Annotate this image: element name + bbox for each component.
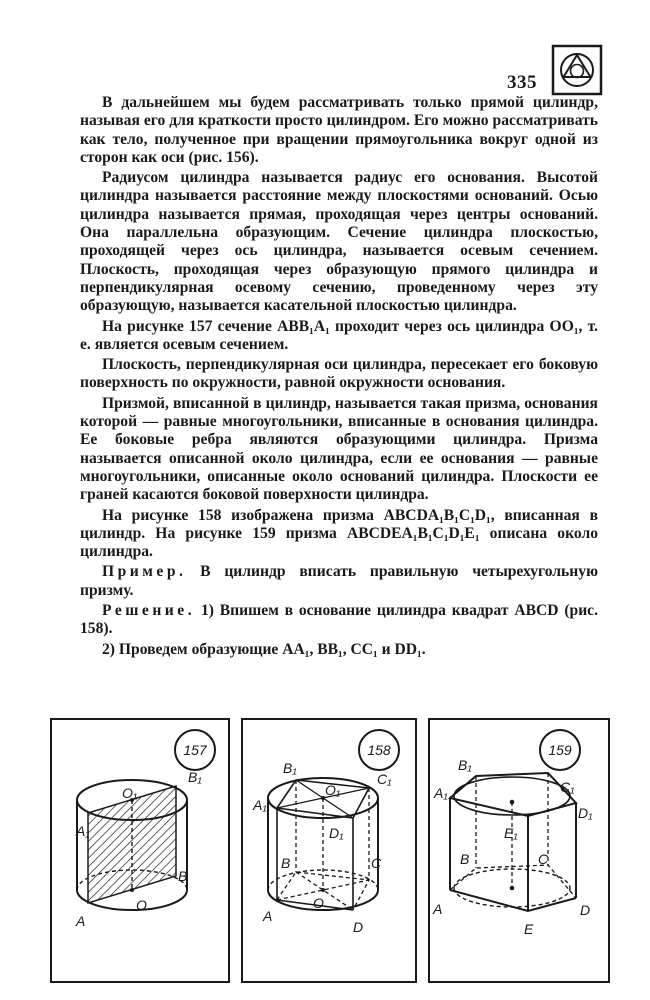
label-O1: O₁ (325, 782, 341, 798)
label-A: A (433, 901, 443, 917)
label-B1: B₁ (188, 769, 202, 785)
label-B1: B₁ (283, 760, 297, 776)
label-O: O (313, 895, 324, 911)
solution-label: Решение. (102, 602, 196, 620)
label-C1: C₁ (377, 771, 392, 787)
label-E1: E₁ (504, 825, 518, 841)
paragraph-fig158-159: На рисунке 158 изображена призма ABCDA₁B₁C₁D₁, вписанная в цилиндр. На рисунке 159 призма ABCDEA₁B₁C₁D₁E₁ описана около цилиндра. (80, 506, 598, 561)
label-B: B (178, 868, 188, 884)
paragraph-inscribed-prism: Призмой, вписанной в цилиндр, называется такая призма, основания которой — равные многоугольники, вписанные в основания цилиндра. Ее боковые ребра являются образующими цилиндра. Призма называется описанной около цилиндра, если ее основания — равные многоугольники, описанные около оснований цилиндра. Плоскости ее граней касаются боковой поверхности цилиндра. (80, 394, 598, 504)
label-A1: A₁ (76, 823, 90, 839)
figure-number: 159 (548, 742, 572, 758)
label-C: C (371, 855, 382, 871)
label-D1: D₁ (578, 805, 593, 821)
paragraph-fig157: На рисунке 157 сечение ABB₁A₁ проходит через ось цилиндра OO₁, т. е. является осевым сечением. (80, 317, 598, 353)
figure-159 (428, 718, 610, 983)
label-A: A (76, 913, 86, 929)
label-B1: B₁ (458, 757, 472, 773)
label-O1: O₁ (122, 785, 138, 801)
example-text: В цилиндр вписать правильную четырехугольную призму. (80, 563, 599, 599)
label-B: B (281, 855, 291, 871)
label-A1: A₁ (434, 785, 448, 801)
solution-step-2: 2) Проведем образующие AA₁, BB₁, CC₁ и DD₁. (102, 640, 426, 658)
paragraph-definitions: Радиусом цилиндра называется радиус его основания. Высотой цилиндра называется расстояние между плоскостями оснований. Осью цилиндра называется прямая, проходящая через центры оснований. Она параллельна образующим. Сечение цилиндра плоскостью, проходящей через ось цилиндра, называется осевым сечением. Плоскость, проходящая через образующую прямого цилиндра и перпендикулярная осевому сечению, проведенному через эту образующую, называется касательной плоскостью цилиндра. (80, 169, 598, 315)
paragraph-intro: В дальнейшем мы будем рассматривать только прямой цилиндр, называя его для краткости просто цилиндром. Его можно рассматривать как тело, полученное при вращении прямоугольника вокруг одной из сторон как оси (рис. 156). (80, 94, 598, 166)
figure-number: 157 (183, 742, 207, 758)
figure-157 (50, 718, 230, 983)
example-label: Пример. (102, 563, 187, 581)
label-A1: A₁ (253, 797, 267, 813)
label-B: B (460, 851, 470, 867)
figure-158 (241, 718, 417, 983)
page-number: 335 (507, 72, 537, 93)
label-C1: C₁ (560, 779, 575, 795)
triangle-in-circle-in-square-icon (551, 44, 603, 96)
example-paragraph (80, 563, 598, 600)
paragraph-perpendicular-plane: Плоскость, перпендикулярная оси цилиндра, пересекает его боковую поверхность по окружности, равной окружности основания. (80, 356, 598, 392)
label-E: E (524, 921, 534, 937)
main-text (80, 94, 598, 661)
solution-paragraph (80, 602, 598, 639)
label-O: O (136, 897, 147, 913)
label-D1: D₁ (329, 825, 344, 841)
figure-number: 158 (367, 742, 391, 758)
solution-step-1: 1) Впишем в основание цилиндра квадрат ABCD (рис. 158). (80, 602, 598, 638)
label-C: C (538, 851, 549, 867)
label-D: D (580, 902, 591, 918)
label-A: A (263, 908, 273, 924)
figures-row (50, 718, 610, 983)
label-D: D (353, 919, 364, 935)
